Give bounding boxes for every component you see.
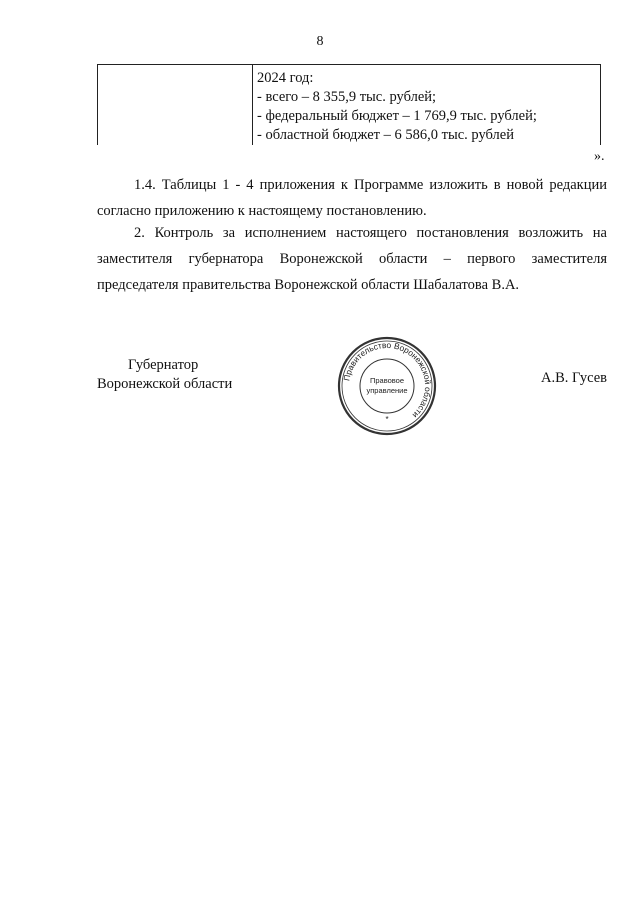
paragraph-2: 2. Контроль за исполнением настоящего постановления возложить на заместителя губернатора Воронежской области – первого заместителя председателя правительства Воронежской области Шабалатова В.А. bbox=[97, 225, 607, 293]
seal-star: * bbox=[385, 415, 389, 424]
seal-ring-text: Правительство Воронежской области bbox=[341, 339, 434, 421]
closing-quote: ». bbox=[594, 149, 605, 164]
official-seal bbox=[335, 334, 439, 438]
signer-position-line1: Губернатор bbox=[128, 357, 199, 373]
page-number: 8 bbox=[316, 34, 324, 49]
funding-table bbox=[97, 64, 601, 145]
seal-center-line2: управление bbox=[366, 386, 408, 395]
seal-center-line1: Правовое bbox=[369, 376, 405, 385]
table-line: - всего – 8 355,9 тыс. рублей; bbox=[257, 89, 437, 105]
table-line: 2024 год: bbox=[257, 70, 314, 86]
signer-position-line2: Воронежской области bbox=[97, 376, 233, 392]
signer-name: А.В. Гусев bbox=[541, 370, 607, 386]
table-left-cell bbox=[98, 65, 253, 145]
table-line: - федеральный бюджет – 1 769,9 тыс. рублей; bbox=[257, 108, 537, 124]
table-line: - областной бюджет – 6 586,0 тыс. рублей bbox=[257, 127, 514, 143]
paragraph-1-4: 1.4. Таблицы 1 - 4 приложения к Программе изложить в новой редакции согласно приложению к настоящему постановлению. bbox=[97, 177, 607, 219]
table-right-cell bbox=[257, 69, 537, 145]
